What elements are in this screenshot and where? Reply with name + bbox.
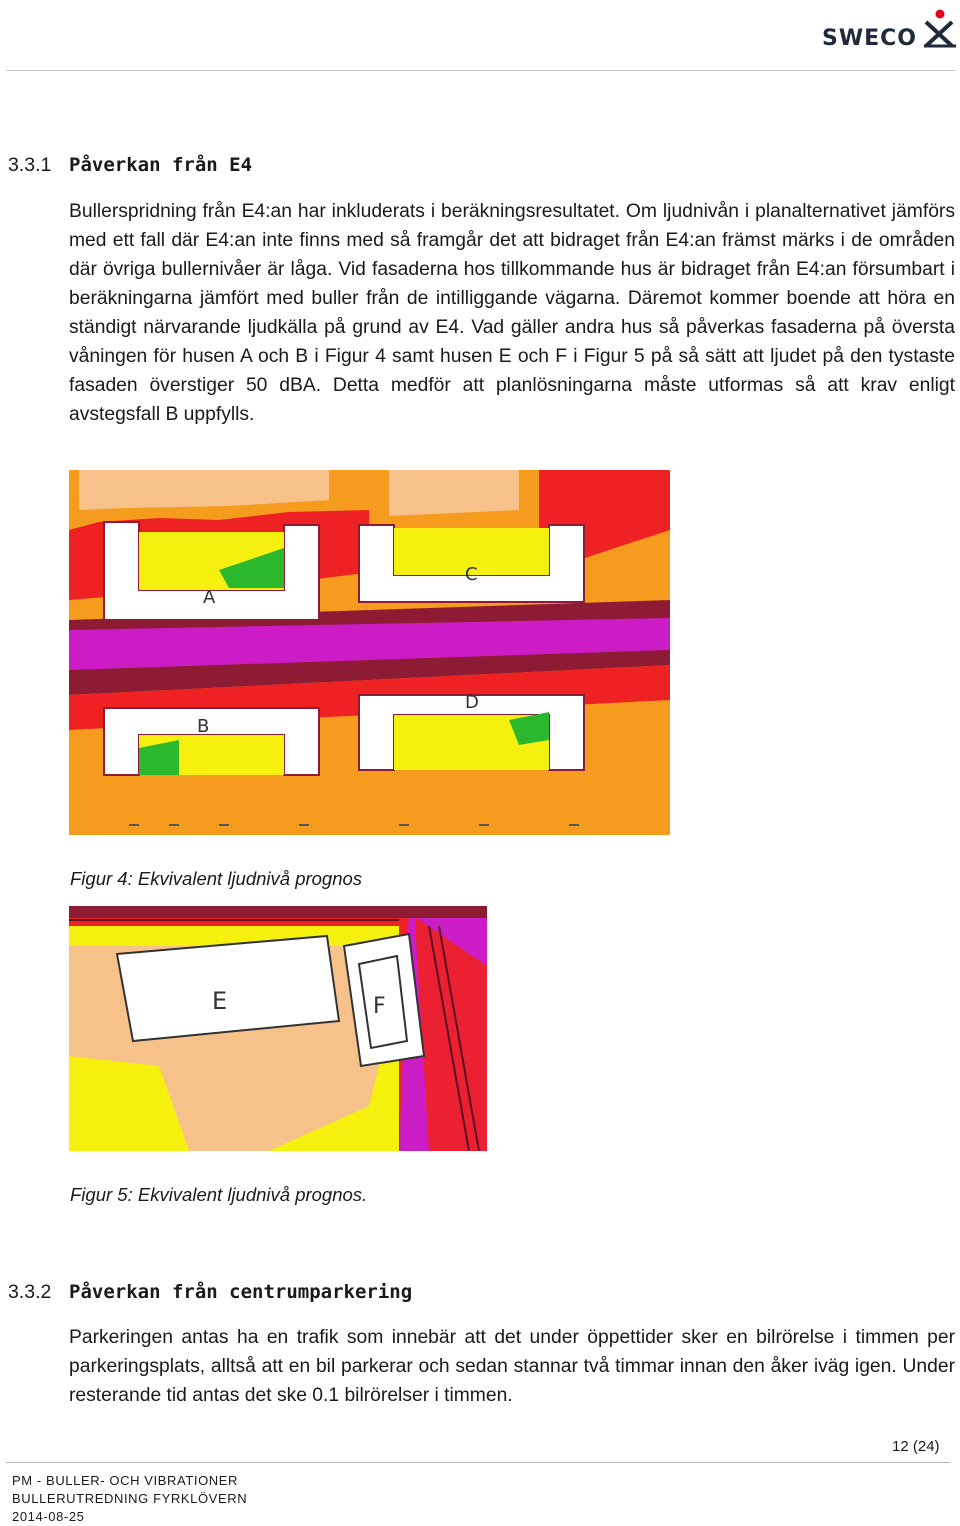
logo-text: SWECO <box>822 26 917 51</box>
section-heading-3-3-1 <box>8 154 252 177</box>
figure-5-caption: Figur 5: Ekvivalent ljudnivå prognos. <box>70 1184 368 1205</box>
footer-divider <box>6 1462 950 1463</box>
footer-line-1: PM - BULLER- OCH VIBRATIONER <box>12 1473 239 1488</box>
section-number: 3.3.1 <box>8 154 52 176</box>
noise-map-4-image <box>69 470 670 835</box>
noise-map-5-image <box>69 906 487 1151</box>
sweco-logo-icon <box>922 8 958 48</box>
building-label-a: A <box>203 587 216 608</box>
noise-map-figure-4 <box>69 470 670 840</box>
footer-line-2: BULLERUTREDNING FYRKLÖVERN <box>12 1491 248 1506</box>
noise-map-figure-5 <box>69 906 487 1156</box>
section-number: 3.3.2 <box>8 1281 52 1303</box>
page-number: 12 (24) <box>892 1438 940 1455</box>
section-paragraph: Parkeringen antas ha en trafik som innebär att det under öppettider sker en bilrörelse i timmen per parkeringsplats, alltså att en bil parkerar och sedan stannar två timmar innan den åker iväg igen. Under resterande tid antas det ske 0.1 bilrörelser i timmen. <box>69 1327 955 1406</box>
footer-line-3: 2014-08-25 <box>12 1509 85 1524</box>
section-title: Påverkan från E4 <box>69 154 253 176</box>
figure-4-caption: Figur 4: Ekvivalent ljudnivå prognos <box>70 868 363 889</box>
building-label-c: C <box>465 564 478 585</box>
building-label-f: F <box>373 994 386 1019</box>
section-heading-3-3-2 <box>8 1281 412 1304</box>
sweco-logo <box>822 8 958 52</box>
header-divider <box>6 70 956 71</box>
section-paragraph: Bullerspridning från E4:an har inkluderats i beräkningsresultatet. Om ljudnivån i planalternativet jämförs med ett fall där E4:an inte finns med så framgår det att bidraget från E4:an främst märks i de områden där övriga bullernivåer är låga. Vid fasaderna hos tillkommande hus är bidraget från E4:an försumbart i beräkningarna jämfört med buller från de intilliggande vägarna. Däremot kommer boende att höra en ständigt närvarande ljudkälla på grund av E4. Vad gäller andra hus så påverkas fasaderna på översta våningen för husen A och B i Figur 4 samt husen E och F i Figur 5 på så sätt att ljudet på den tystaste fasaden överstiger 50 dBA. Detta medför att planlösningarna måste utformas så att krav enligt avstegsfall B uppfylls. <box>69 201 955 425</box>
building-label-d: D <box>465 692 479 713</box>
building-label-b: B <box>197 716 210 737</box>
section-title: Påverkan från centrumparkering <box>69 1281 413 1303</box>
building-label-e: E <box>212 987 228 1015</box>
document-footer <box>12 1472 247 1526</box>
